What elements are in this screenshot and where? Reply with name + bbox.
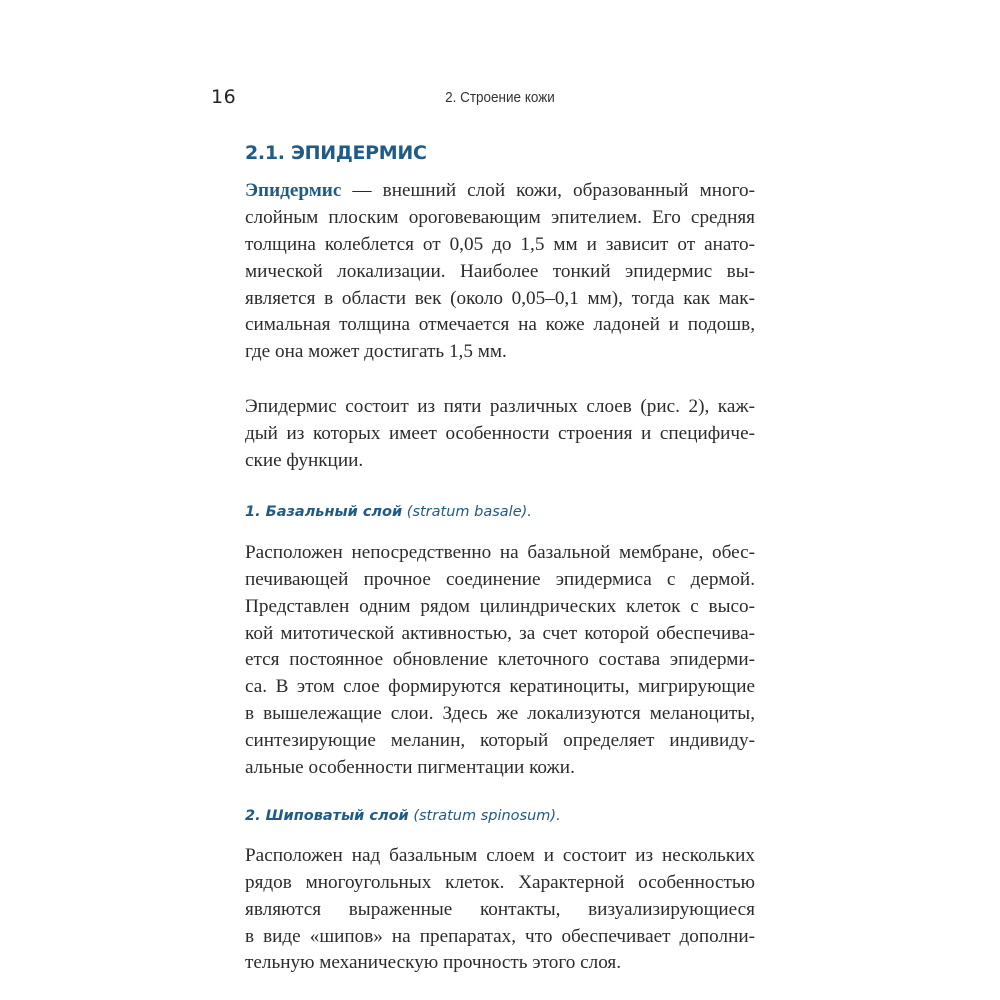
defined-term: Эпидермис — [245, 180, 342, 201]
text-line: кой митотической активностью, за счет которой обеспечива- — [245, 622, 755, 644]
paragraph-spinous-layer — [245, 843, 755, 977]
text-line: ские функции. — [245, 450, 364, 472]
subheading-spinous-layer: 2. Шиповатый слой (stratum spinosum). — [245, 807, 561, 824]
paragraph-epidermis-layers — [245, 394, 755, 475]
text-line: Представлен одним рядом цилиндрических клеток с высо- — [245, 595, 755, 617]
page-content — [245, 138, 755, 977]
text-line: мической локализации. Наиболее тонкий эпидермис вы- — [245, 260, 755, 282]
text-line: является в области век (около 0,05–0,1 мм), тогда как мак- — [245, 287, 755, 309]
text-line: тельную механическую прочность этого слоя. — [245, 952, 622, 974]
section-title: 2.1. ЭПИДЕРМИС — [245, 142, 427, 164]
text-line: толщина колеблется от 0,05 до 1,5 мм и зависит от анато- — [245, 233, 755, 255]
text-line: симальная толщина отмечается на коже ладоней и подошв, — [245, 314, 755, 336]
text-line: ется постоянное обновление клеточного состава эпидерми- — [245, 649, 755, 671]
text-line: печивающей прочное соединение эпидермиса с дермой. — [245, 568, 755, 590]
text-line: в виде «шипов» на препаратах, что обеспечивает дополни- — [245, 925, 755, 947]
subheading-basal-layer: 1. Базальный слой (stratum basale). — [245, 503, 532, 520]
paragraph-basal-layer — [245, 540, 755, 782]
text-line: рядов многоугольных клеток. Характерной особенностью — [245, 871, 755, 893]
text-line: где она может достигать 1,5 мм. — [245, 341, 507, 363]
text-line: са. В этом слое формируются кератиноциты, мигрирующие — [245, 676, 755, 698]
running-header — [0, 89, 1000, 106]
text-line: в вышележащие слои. Здесь же локализуются меланоциты, — [245, 703, 755, 725]
text-line: Расположен над базальным слоем и состоит из нескольких — [245, 844, 755, 866]
text-line: Эпидермис — внешний слой кожи, образованный много- — [245, 180, 755, 201]
paragraph-epidermis-definition — [245, 178, 755, 366]
text-line: слойным плоским ороговевающим эпителием. Его средняя — [245, 206, 755, 228]
text-line: Расположен непосредственно на базальной мембране, обес- — [245, 541, 755, 563]
text-line: Эпидермис состоит из пяти различных слоев (рис. 2), каж- — [245, 396, 755, 418]
text-line: синтезирующие меланин, который определяет индивиду- — [245, 730, 755, 752]
text-line: являются выраженные контакты, визуализирующиеся — [245, 898, 755, 920]
chapter-title: 2. Строение кожи — [445, 89, 555, 106]
text-line: альные особенности пигментации кожи. — [245, 757, 575, 779]
page-number: 16 — [211, 86, 237, 108]
text-line: дый из которых имеет особенности строения и специфиче- — [245, 423, 755, 445]
